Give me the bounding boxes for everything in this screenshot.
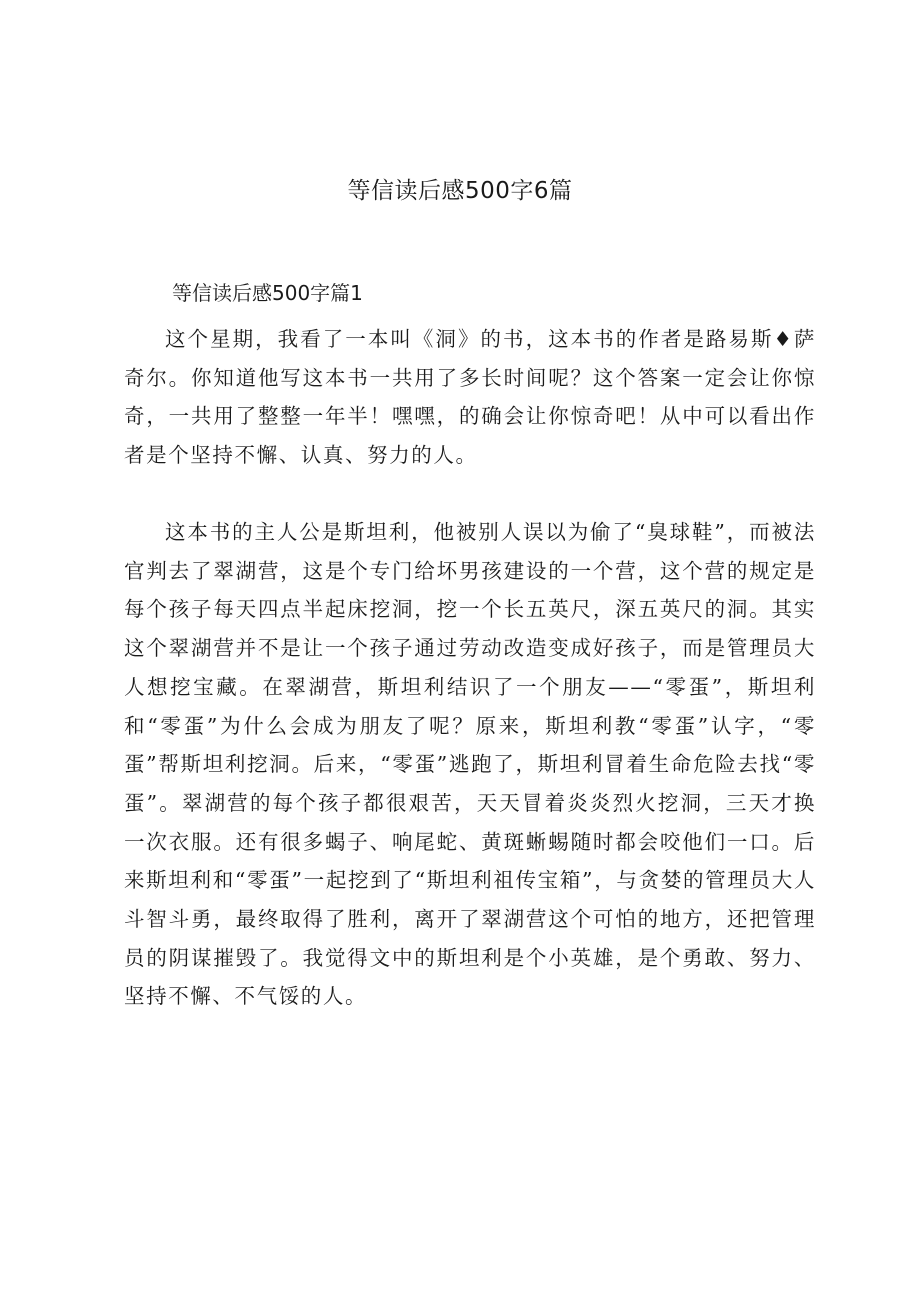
document-title: 等信读后感500字6篇 bbox=[347, 178, 573, 204]
section-heading: 等信读后感500字篇1 bbox=[172, 281, 363, 305]
body-paragraph-2: 这本书的主人公是斯坦利，他被别人误以为偷了“臭球鞋”，而被法官判去了翠湖营，这是个专门给坏男孩建设的一个营，这个营的规定是每个孩子每天四点半起床挖洞，挖一个长五英尺，深五英尺的洞。其实这个翠湖营并不是让一个孩子通过劳动改造变成好孩子，而是管理员大人想挖宝藏。在翠湖营，斯坦利结识了一个朋友——“零蛋”，斯坦利和“零蛋”为什么会成为朋友了呢？原来，斯坦利教“零蛋”认字，“零蛋”帮斯坦利挖洞。后来，“零蛋”逃跑了，斯坦利冒着生命危险去找“零蛋”。翠湖营的每个孩子都很艰苦，天天冒着炎炎烈火挖洞，三天才换一次衣服。还有很多蝎子、响尾蛇、黄斑蜥蜴随时都会咬他们一口。后来斯坦利和“零蛋”一起挖到了“斯坦利祖传宝箱”，与贪婪的管理员大人斗智斗勇，最终取得了胜利，离开了翠湖营这个可怕的地方，还把管理员的阴谋摧毁了。我觉得文中的斯坦利是个小英雄，是个勇敢、努力、坚持不懈、不气馁的人。 bbox=[124, 520, 816, 1009]
body-paragraph-1: 这个星期，我看了一本叫《洞》的书，这本书的作者是路易斯♦萨奇尔。你知道他写这本书一共用了多长时间呢？这个答案一定会让你惊奇，一共用了整整一年半！嘿嘿，的确会让你惊奇吧！从中可以看出作者是个坚持不懈、认真、努力的人。 bbox=[124, 327, 816, 468]
